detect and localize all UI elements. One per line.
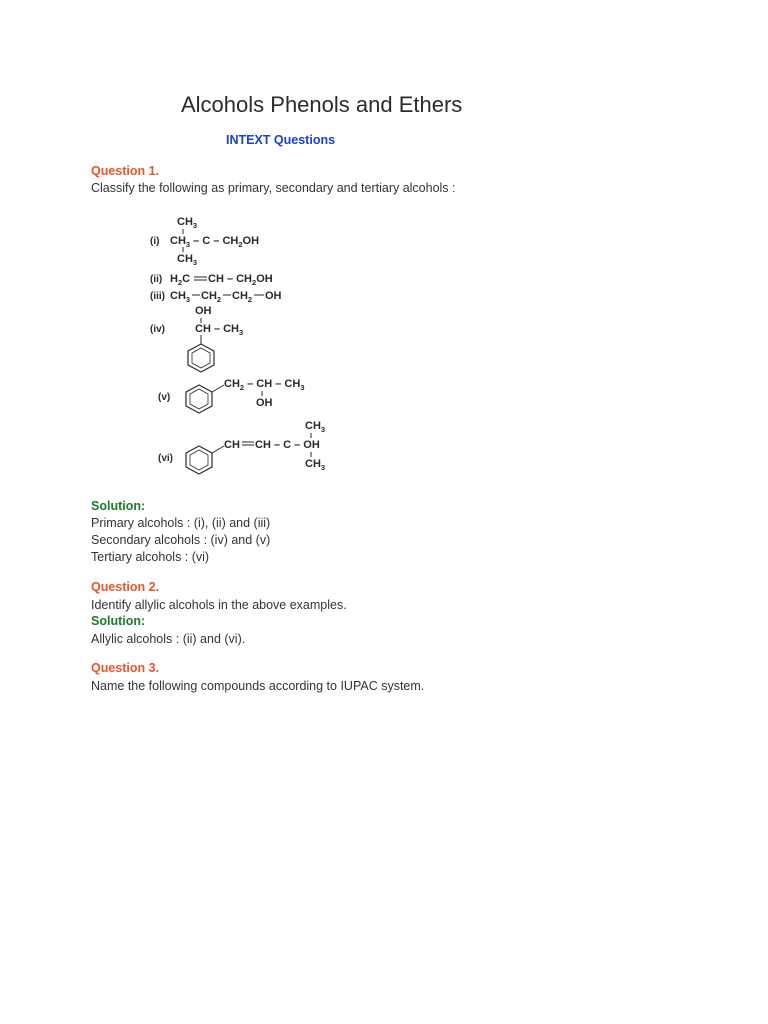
compound-structures-figure bbox=[150, 205, 350, 480]
svg-text:CH: CH bbox=[224, 439, 240, 451]
svg-text:CH – C – OH: CH – C – OH bbox=[255, 439, 320, 451]
compound-v-numeral: (v) bbox=[158, 392, 171, 403]
svg-text:OH: OH bbox=[265, 290, 282, 302]
solution-2-label: Solution: bbox=[91, 614, 146, 628]
svg-text:OH: OH bbox=[195, 305, 212, 317]
svg-text:H2C: $H_2C$ bbox=[170, 273, 191, 287]
section-subtitle: INTEXT Questions bbox=[226, 133, 336, 147]
question-2-text: Identify allylic alcohols in the above examples. bbox=[91, 598, 347, 612]
compound-i-numeral: (i) bbox=[150, 236, 160, 247]
svg-text:CH2: $CH_2$ bbox=[201, 290, 222, 304]
compound-iii-numeral: (iii) bbox=[150, 291, 165, 302]
solution-2-text: Allylic alcohols : (ii) and (vi). bbox=[91, 632, 246, 646]
question-2-label: Question 2. bbox=[91, 580, 160, 594]
svg-text:CH – CH2OH: CH – $CH_2OH$ bbox=[208, 273, 273, 287]
svg-text:CH3: $CH_3$ bbox=[177, 253, 198, 267]
compound-vi bbox=[158, 420, 325, 474]
svg-text:CH – CH3: CH – $CH_3$ bbox=[195, 323, 244, 337]
compound-ii bbox=[150, 273, 273, 287]
page-title: Alcohols Phenols and Ethers bbox=[181, 92, 463, 117]
question-3-label: Question 3. bbox=[91, 661, 160, 675]
svg-text:CH3: $CH_3$ bbox=[305, 420, 326, 434]
svg-text:CH2: $CH_2$ bbox=[232, 290, 253, 304]
compound-iv bbox=[150, 305, 243, 372]
question-1-label: Question 1. bbox=[91, 164, 160, 178]
solution-1-line-1: Primary alcohols : (i), (ii) and (iii) bbox=[91, 516, 271, 530]
compound-iv-numeral: (iv) bbox=[150, 324, 165, 335]
svg-text:CH3: $CH_3$ bbox=[170, 290, 191, 304]
compound-vi-numeral: (vi) bbox=[158, 453, 173, 464]
svg-text:CH2 – CH – CH3: $CH_2$ – CH – $CH_3$ bbox=[224, 378, 305, 392]
question-3-text: Name the following compounds according to IUPAC system. bbox=[91, 679, 425, 693]
svg-text:OH: OH bbox=[256, 397, 273, 409]
compound-iii bbox=[150, 290, 282, 304]
svg-text:CH3 – C – CH2OH: $CH_3$ – C – $CH_2OH$ bbox=[170, 235, 260, 249]
solution-1-label: Solution: bbox=[91, 499, 146, 513]
compound-i bbox=[150, 216, 259, 267]
compound-ii-numeral: (ii) bbox=[150, 274, 163, 285]
svg-text:CH3: $CH_3$ bbox=[177, 216, 198, 230]
solution-1-line-2: Secondary alcohols : (iv) and (v) bbox=[91, 533, 271, 547]
solution-1-line-3: Tertiary alcohols : (vi) bbox=[91, 550, 210, 564]
svg-text:CH3: $CH_3$ bbox=[305, 458, 326, 472]
compound-v bbox=[158, 378, 304, 413]
question-1-text: Classify the following as primary, secondary and tertiary alcohols : bbox=[91, 181, 456, 195]
